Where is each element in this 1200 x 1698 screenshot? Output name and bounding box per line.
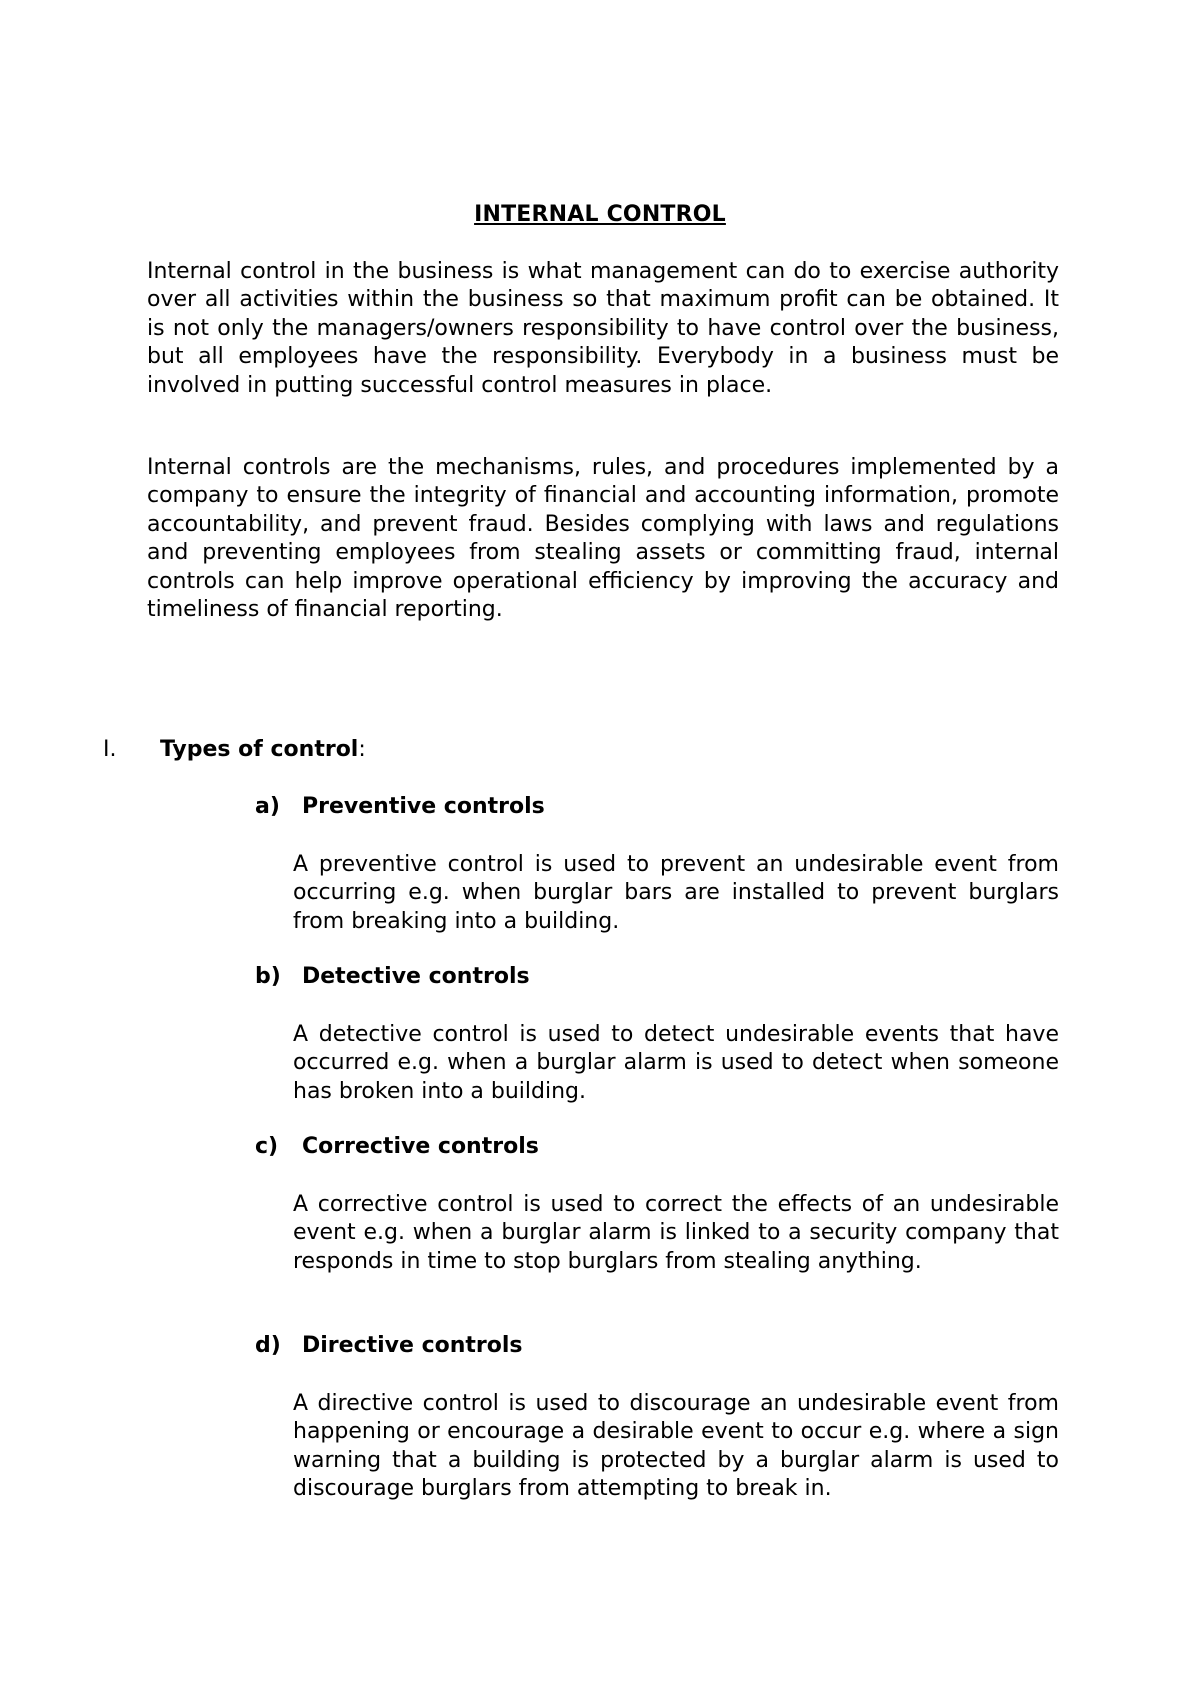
intro-paragraph-2: Internal controls are the mechanisms, rules, and procedures implemented by a company to ensure the integrity of financial and accounting information, promote accountability, and prevent fraud. Besides complying with laws and regulations and preventing employees from stealing assets or committing fraud, internal controls can help improve operational efficiency by improving the accuracy and timeliness of financial reporting. [147,455,1059,623]
subheading-directive-controls [255,1333,523,1358]
subheading-letter: c) [255,1134,279,1159]
subheading-title: Detective controls [302,964,530,989]
subheading-letter: d) [255,1333,281,1358]
detective-controls-text: A detective control is used to detect undesirable events that have occurred e.g. when a burglar alarm is used to detect when someone has broken into a building. [293,1022,1059,1104]
subheading-detective-controls [255,964,530,989]
document-title: INTERNAL CONTROL [474,202,726,227]
subheading-letter: b) [255,964,281,989]
section-title-colon: : [358,737,366,762]
subheading-letter: a) [255,794,280,819]
subheading-title: Directive controls [302,1333,523,1358]
section-title: Types of control [160,737,359,762]
intro-paragraph-1: Internal control in the business is what management can do to exercise authority over all activities within the business so that maximum profit can be obtained. It is not only the managers/owners responsibility to have control over the business, but all employees have the responsibility. Everybody in a business must be involved in putting successful control measures in place. [147,259,1059,398]
subheading-title: Preventive controls [302,794,545,819]
subheading-preventive-controls [255,794,545,819]
section-numeral: I. [103,737,117,762]
preventive-controls-text: A preventive control is used to prevent an undesirable event from occurring e.g. when burglar bars are installed to prevent burglars from breaking into a building. [293,852,1059,934]
subheading-corrective-controls [255,1134,539,1159]
section-heading-types-of-control [103,737,366,762]
subheading-title: Corrective controls [302,1134,539,1159]
directive-controls-text: A directive control is used to discourage an undesirable event from happening or encourage a desirable event to occur e.g. where a sign warning that a building is protected by a burglar alarm is used to discourage burglars from attempting to break in. [293,1391,1059,1502]
corrective-controls-text: A corrective control is used to correct the effects of an undesirable event e.g. when a burglar alarm is linked to a security company that responds in time to stop burglars from stealing anything. [293,1192,1059,1274]
